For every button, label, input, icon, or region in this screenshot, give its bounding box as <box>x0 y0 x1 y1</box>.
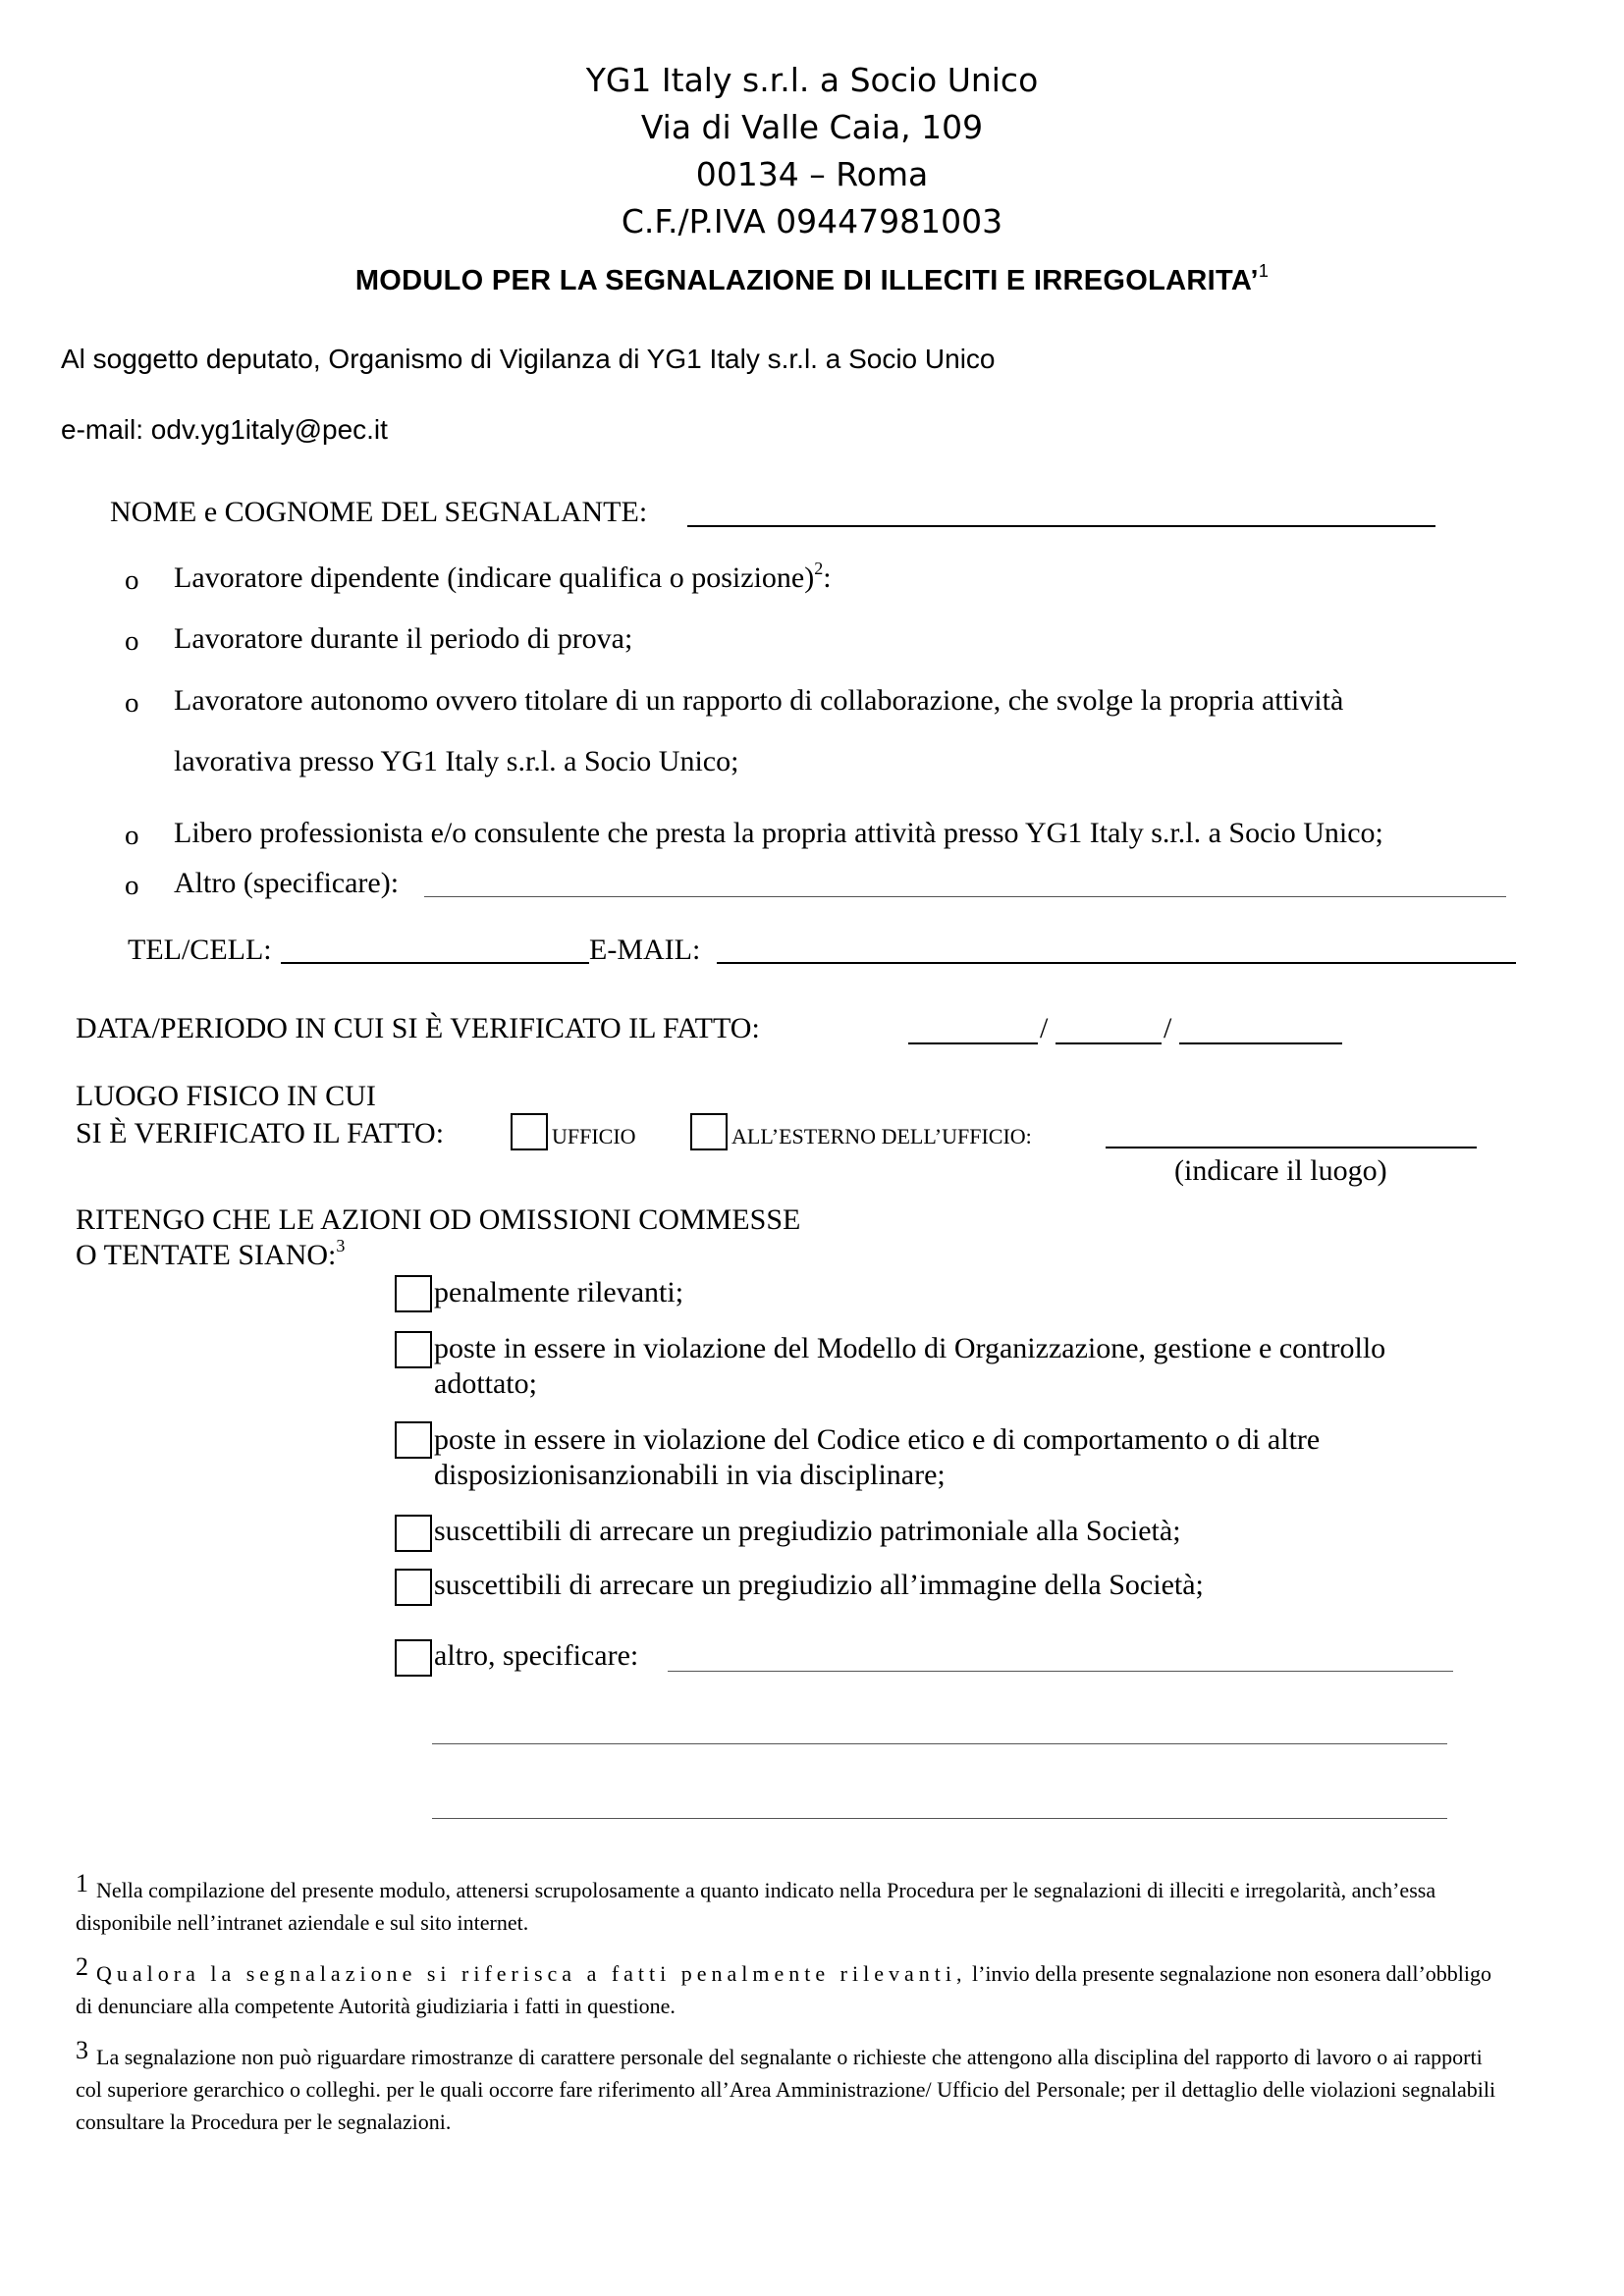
option-employee-colon: : <box>823 561 832 594</box>
action-ethics-violation-cont: disposizionisanzionabili in via disciplinare; <box>434 1459 946 1491</box>
place-office-label: UFFICIO <box>552 1124 636 1148</box>
footnote-3-number: 3 <box>76 2036 88 2064</box>
footnote-2-text: l’invio della presente segnalazione non esonera dall’obbligo di denunciare alla competente Autorità giudiziaria i fatti in questione. <box>76 1961 1492 2018</box>
actions-label-text: O TENTATE SIANO: <box>76 1239 337 1271</box>
reporter-name-field[interactable] <box>687 525 1435 527</box>
checkbox-outside-office[interactable] <box>690 1113 728 1150</box>
recipient-email: e-mail: odv.yg1italy@pec.it <box>61 414 388 445</box>
action-image-damage: suscettibili di arrecare un pregiudizio all’immagine della Società; <box>434 1569 1204 1601</box>
option-self-employed: Lavoratore autonomo ovvero titolare di un rapporto di collaborazione, che svolge la propria attività <box>174 684 1344 717</box>
option-bullet[interactable]: o <box>125 870 139 901</box>
option-other: Altro (specificare): <box>174 867 400 899</box>
tel-label: TEL/CELL: <box>128 934 272 966</box>
place-label-line1: LUOGO FISICO IN CUI <box>76 1080 376 1112</box>
footnote-2 <box>76 1952 1509 2022</box>
footnote-2-spaced-text: Qualora la segnalazione si riferisca a fatti penalmente rilevanti, <box>96 1961 967 1986</box>
checkbox-image-damage[interactable] <box>395 1569 432 1606</box>
footnote-3 <box>76 2036 1509 2138</box>
footnote-ref-1: 1 <box>1258 261 1270 281</box>
footnote-1-number: 1 <box>76 1869 88 1897</box>
action-other-field-line3[interactable] <box>432 1818 1447 1819</box>
footnote-1 <box>76 1869 1509 1939</box>
company-vat: C.F./P.IVA 09447981003 <box>621 202 1003 240</box>
place-outside-label: ALL’ESTERNO DELL’UFFICIO: <box>731 1124 1032 1148</box>
place-hint: (indicare il luogo) <box>1174 1154 1387 1187</box>
company-name: YG1 Italy s.r.l. a Socio Unico <box>585 61 1039 99</box>
action-other-field-line2[interactable] <box>432 1743 1447 1744</box>
action-ethics-violation: poste in essere in violazione del Codice etico e di comportamento o di altre <box>434 1423 1321 1456</box>
checkbox-ethics-violation[interactable] <box>395 1421 432 1459</box>
action-other: altro, specificare: <box>434 1639 639 1672</box>
action-criminal: penalmente rilevanti; <box>434 1276 684 1308</box>
action-other-field[interactable] <box>668 1671 1453 1672</box>
actions-label-line2 <box>76 1236 346 1272</box>
checkbox-model-violation[interactable] <box>395 1331 432 1368</box>
footnote-2-number: 2 <box>76 1952 88 1981</box>
company-city: 00134 – Roma <box>695 155 929 193</box>
email-field[interactable] <box>717 962 1516 964</box>
footnote-3-text: La segnalazione non può riguardare rimostranze di carattere personale del segnalante o richieste che attengono alla disciplina del rapporto di lavoro o ai rapporti col superiore gerarchico o colleghi. per le quali occorre fare riferimento all’Area Amministrazione/ Ufficio del Personale; per il dettaglio delle violazioni segnalabili consultare la Procedura per le segnalazioni. <box>76 2045 1496 2134</box>
recipient-line: Al soggetto deputato, Organismo di Vigilanza di YG1 Italy s.r.l. a Socio Unico <box>61 344 996 374</box>
option-bullet[interactable]: o <box>125 820 139 851</box>
action-model-violation: poste in essere in violazione del Modello di Organizzazione, gestione e controllo <box>434 1332 1386 1364</box>
footnote-1-text: Nella compilazione del presente modulo, attenersi scrupolosamente a quanto indicato nella Procedura per le segnalazioni di illeciti e irregolarità, anch’essa disponibile nell’intranet aziendale e sul sito internet. <box>76 1878 1436 1935</box>
footnote-ref-3: 3 <box>336 1236 346 1255</box>
footnote-ref-2: 2 <box>814 559 824 578</box>
place-outside-field[interactable] <box>1106 1147 1477 1148</box>
date-label: DATA/PERIODO IN CUI SI È VERIFICATO IL FATTO: <box>76 1012 760 1044</box>
actions-label-line1: RITENGO CHE LE AZIONI OD OMISSIONI COMMESSE <box>76 1203 801 1236</box>
reporter-name-label: NOME e COGNOME DEL SEGNALANTE: <box>110 496 648 528</box>
place-label-line2: SI È VERIFICATO IL FATTO: <box>76 1117 445 1149</box>
action-financial-damage: suscettibili di arrecare un pregiudizio patrimoniale alla Società; <box>434 1515 1181 1547</box>
date-day-field[interactable] <box>908 1042 1038 1044</box>
option-self-employed-cont: lavorativa presso YG1 Italy s.r.l. a Socio Unico; <box>174 745 739 777</box>
checkbox-financial-damage[interactable] <box>395 1515 432 1552</box>
date-month-field[interactable] <box>1056 1042 1162 1044</box>
option-freelance: Libero professionista e/o consulente che presta la propria attività presso YG1 Italy s.r.l. a Socio Unico; <box>174 817 1383 849</box>
date-separator: / <box>1164 1012 1172 1044</box>
option-bullet[interactable]: o <box>125 564 139 596</box>
option-probation: Lavoratore durante il periodo di prova; <box>174 622 633 655</box>
date-separator: / <box>1040 1012 1049 1044</box>
option-employee-label: Lavoratore dipendente (indicare qualifica o posizione) <box>174 561 815 594</box>
date-year-field[interactable] <box>1179 1042 1342 1044</box>
form-title-text: MODULO PER LA SEGNALAZIONE DI ILLECITI E IRREGOLARITA’ <box>354 265 1259 296</box>
option-employee <box>174 561 832 595</box>
option-bullet[interactable]: o <box>125 625 139 657</box>
company-address: Via di Valle Caia, 109 <box>640 108 984 146</box>
option-bullet[interactable]: o <box>125 687 139 719</box>
email-label: E-MAIL: <box>589 934 701 966</box>
checkbox-criminal[interactable] <box>395 1275 432 1312</box>
action-model-violation-cont: adottato; <box>434 1367 537 1400</box>
option-other-field[interactable] <box>424 896 1506 897</box>
checkbox-other[interactable] <box>395 1639 432 1677</box>
form-title <box>0 261 1624 297</box>
tel-field[interactable] <box>281 962 589 964</box>
checkbox-office[interactable] <box>511 1113 548 1150</box>
